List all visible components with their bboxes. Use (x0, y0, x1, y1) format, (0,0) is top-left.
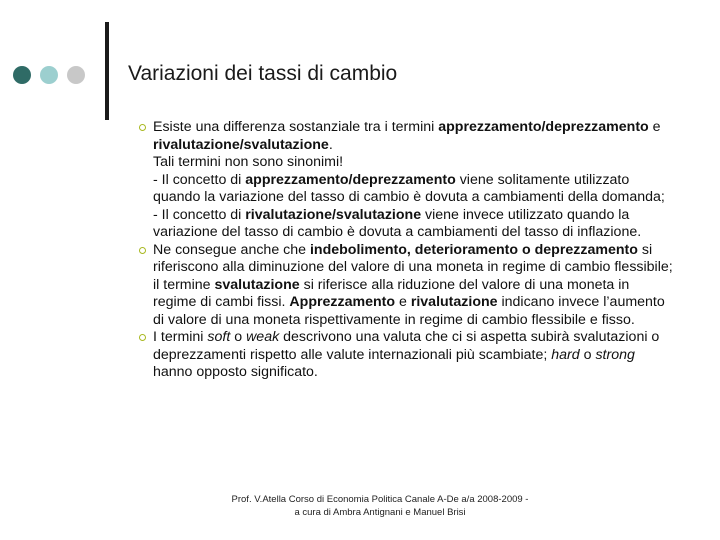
text-run: soft (207, 329, 231, 345)
text-run: rivalutazione/svalutazione (245, 206, 422, 223)
text-run: rivalutazione/svalutazione (153, 136, 329, 153)
dot-light (40, 66, 58, 84)
ring-bullet-icon (139, 124, 146, 131)
text-run: si riferisce alla riduzione del valore di una moneta in regime di cambi fissi. (153, 276, 630, 310)
text-run: strong (595, 346, 635, 363)
text-run: - Il concetto di (153, 171, 246, 188)
text-run: o (579, 346, 596, 363)
text-run: weak (246, 329, 280, 345)
bullet-item-1 (129, 119, 674, 242)
text-run: indicano invece l’aumento di valore di una moneta rispettivamente in regime di cambio flessibile e fisso. (153, 294, 665, 328)
bullet-text-3 (153, 329, 659, 380)
text-run: hanno opposto significato. (153, 364, 318, 380)
ring-bullet-icon (139, 247, 146, 254)
text-run: o (230, 329, 247, 345)
text-run: hard (551, 346, 580, 363)
text-run: e (395, 294, 411, 310)
slide-content (129, 119, 674, 382)
bullet-text-1 (153, 119, 665, 240)
text-run: I termini (153, 329, 208, 345)
bullet-text-2 (153, 242, 673, 328)
bullet-item-2 (129, 242, 674, 330)
ring-bullet-icon (139, 334, 146, 341)
text-run: svalutazione (214, 276, 300, 293)
text-run: indebolimento, deterioramento o deprezzamento (309, 241, 638, 258)
text-run: Apprezzamento (289, 294, 396, 310)
bullet-item-3 (129, 329, 674, 382)
footer-line-1: Prof. V.Atella Corso di Economia Politica Canale A-De a/a 2008-2009 - (231, 494, 529, 505)
text-run: viene solitamente utilizzato quando la variazione del tasso di cambio è dovuta a cambiamenti della domanda; (153, 171, 665, 205)
text-run: apprezzamento/deprezzamento (245, 171, 456, 188)
text-run: rivalutazione (410, 294, 498, 310)
text-run: apprezzamento/deprezzamento (438, 119, 649, 135)
text-run: . (328, 136, 333, 153)
text-run: viene invece utilizzato quando la variazione del tasso di cambio è dovuta a cambiamenti del tasso di inflazione. (153, 206, 642, 240)
slide-title: Variazioni dei tassi di cambio (128, 62, 398, 85)
dot-gray (67, 66, 85, 84)
dot-dark (13, 66, 31, 84)
slide-footer (180, 493, 580, 519)
text-run: - Il concetto di (153, 206, 246, 223)
text-run: si riferiscono alla diminuzione del valore di una moneta in regime di cambio flessibile; il termine (153, 241, 673, 293)
title-divider (105, 22, 109, 120)
text-run: e (648, 119, 661, 135)
text-run: Ne consegue anche che (153, 241, 310, 258)
footer-line-2: a cura di Ambra Antignani e Manuel Brisi (294, 507, 466, 518)
text-run: descrivono una valuta che ci si aspetta subirà svalutazioni o deprezzamenti rispetto alle valute internazionali più scambiate; (153, 329, 660, 363)
text-run: Esiste una differenza sostanziale tra i termini (153, 119, 439, 135)
text-run: Tali termini non sono sinonimi! (153, 154, 344, 170)
